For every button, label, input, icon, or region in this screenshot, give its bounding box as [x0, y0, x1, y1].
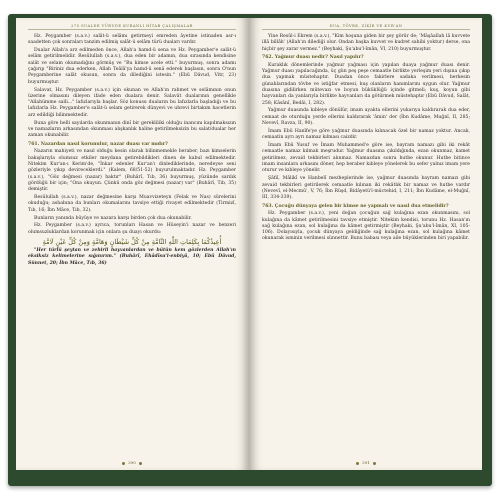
- paragraph: İmam Ebû Hanîfe'ye göre yağmur duasında kılınacak özel bir namaz yoktur. Ancak, cemaatin ayrı ayrı namaz kılması caizdir.: [262, 128, 470, 141]
- paragraph: Salavat, Hz. Peygamber (s.a.v.) için okunan ve Allah'ın rahmet ve selâmının onun üzerine olmasını dileyen ifade eden dualara denir. Salavât dualarının genellikle "Allahümme salli..." lafızlarıyla başlar. Söz konusu duaların bu lafızlarla başladığı ve bu lafızlarla Hz. Peygamber'e salât-ü selam getirerek dünyevi ve uhrevi birtakım hacetlerin arz edildiği bilinmektedir.: [28, 87, 236, 118]
- paragraph: Dualar Allah'a arz edilmeden önce, Allah'a hamd-ü sena ve Hz. Peygamber'e salât-ü selâm getirilmelidir. Resûlullah (s.a.v.), dua eden bir adamın, dua sırasında kendisine salât ve selam okumadığını görmüş ve "Bu kimse acele etti." buyurmuş, sonra adamı çağırıp "Biriniz dua ederken, Allah Teâlâ'ya hamd-ü senâ ederek başlasın, sonra O'nun Peygamberine salât okusun, sonra da dilediğini istesin." (Ebû Dâvud, Vitr, 23) buyurmuştur.: [28, 48, 236, 85]
- left-running-head: 275 SUALDE VÜRUDE KURANLI HİTAB ÇALIŞMALAR: [28, 24, 236, 30]
- left-page-number: [16, 460, 248, 465]
- paragraph: Hz. Peygamber (s.a.v.), yeni doğan çocuğun sağ kulağına ezan okunmasını, sol kulağına da kâmet getirilmesini tavsiye etmiştir. Nitekim kendisi, torunu Hz. Hasan'ın sağ kulağına ezan, sol kulağına da kâmet getirmiştir (Beyhaki, Şu'abu'l-îmân, XI, 105-106). Dolayısıyla, çocuk dünyaya geldiğinde sağ kulağına ezan, sol kulağına kâmet okunarak isminin verilmesi sünnettir. Bunu babası veya aile büyüklerinden biri yapabilir.: [262, 211, 470, 242]
- prayer-translation: "Her türlü şeytan ve zehirli hayvanlardan ve bütün kem gözlerden Allah'ın eksiksiz kelimelerine sığınırım." (Buhârî, Ehâdîsu'l-enbiyâ, 10; Ebû Dâvud, Sünnet, 20; İbn Mâce, Tıb, 36): [28, 248, 236, 266]
- paragraph: Resûlullah (s.a.v.), nazar değmesine karşı Muavvizeteyn (Felak ve Nas) sûrelerini okuduğu; ashabına da bunları okumalarını tavsiye ettiği rivayet edilmektedir (Tirmizî, Tıb, 16; İbn Mâce, Tıb, 32).: [28, 195, 236, 213]
- paragraph: Şâfiî, Mâlikî ve Hanbelî mezheplerinde ise, yağmur duasında bayram namazı gibi zevaid tekbirleri getirilerek cemaatle kılınan iki rekâtlık bir namaz ve hutbe vardır (Nevevî, el-Mecmû', V, 76; İbn Rüşd, Bidâyetü'l-müctehid, I, 211; İbn Kudâme, el-Muğnî, III, 334-339).: [262, 176, 470, 201]
- paragraph: Yağmur duasında kıbleye dönülür, imam ayakta ellerini yukarıya kaldırarak dua eder, cemaat de oturduğu yerde ellerini kaldırarak 'âmin' der (İbn Kudâme, Muğnî, II, 285; Nevevî, Ravza, II, 90).: [262, 108, 470, 127]
- paragraph: İmam Ebû Yusuf ve İmam Muhammed'e göre ise, bayram namazı gibi iki rekât cemaatle namaz kılmak meşrudur. Yağmur duasına çıkıldığında, ezan okunmaz, kamet getirilmez, zevaid tekbirleri alınmaz. Namazdan sonra hutbe okunur. Hutbe bitince imam insanlara arkasını döner, hep beraber kıbleye yönelerek bu sefer yalnız imam yere oturur ve kıbleye yönelir.: [262, 143, 470, 174]
- paragraph: Yine Resûl-i Ekrem (s.a.v.), "Kim hoşuna giden bir şey görür de; 'Mâşâallah lâ kuvvete illâ billâh' (Allah'ın dilediği olur. Ondan başka kuvvet ve kudret sahibi yoktur) derse, ona hiçbir şey zarar vermez." (Beyhaki, Şu'abu'l-îmân, VI, 210) buyurmuştur.: [262, 34, 470, 52]
- paragraph: Hz. Peygamber (s.a.v.) ayrıca, torunları Hasan ve Hüseyin'i nazar ve benzeri olumsuzluklardan korunmak için onlara şu duayı okurdu:: [28, 223, 236, 235]
- right-page-number: [250, 460, 482, 465]
- left-page: [16, 18, 248, 470]
- paragraph: Kuraklık dönemlerinde yağmur yağması için yapılan duaya yağmur duası denir. Yağmur duası yapılacağında, üç gün peş peşe cemaatle birlikte yerleşim yeri dışına çıkıp dua yapmak müstehaptır. Duadan önce fakirlere sadaka verilmesi, herkesin günahlarından tövbe ve istiğfar etmesi, kuş olanların hanımlarını uygun olur. Yağmur duasına gidilirken mütevazı ve boyun büküklüğü içinde gitmeli; kuş, koyun gibi hayvanları da yanlarıyla birlikte hayvanları da götürmek müstehaptır (Ebû Dâvud, Salât, 258; Kâsânî, Bedâi, I, 282).: [262, 62, 470, 106]
- ornament-dot: [356, 462, 359, 465]
- paragraph: Nazarın mahiyeti ve nasıl olduğu kesin olarak bilinmemekle beraber, bazı kimselerin bakışlarıyla olumsuz etkiler meydana getirebildikleri dinen de kabul edilmektedir. Nitekim Kur'an-ı Kerim'de, "İnkar edenler Kur'an'ı dinlediklerinde, neredeyse seni gözleriyle yıkıp devireceklerdi." (Kalem, 68/51-52) buyurulmaktadır. Hz. Peygamber (s.a.v.), "Göz değmesi (nazar) haktır" (Buhârî, Tıb, 36) buyurmuş, yüzünde sarılık gördüğü bir için; "Ona okuyun. Çünkü onda göz değmesi (nazar) var" (Buhârî, Tıb, 35) demiştir.: [28, 149, 236, 193]
- arabic-prayer: أُعِيذُكُمَا بِكَلِمَاتِ اللَّهِ التَّامَّةِ مِنْ كُلِّ شَيْطَانٍ وَهَامَّةٍ وَمِنْ كُلِّ عَيْنٍ لَامَّةٍ: [42, 238, 222, 247]
- paragraph: Hz. Peygamber (s.a.v.) salât-ü selâmı getirmeyi emreden âyetine istinaden asr-ı saadetten çok sonraları tanzim edilmiş salât-ü selâm türü duaları vardır.: [28, 34, 236, 46]
- ornament-dot: [373, 462, 376, 465]
- question-heading: 762. Yağmur duası nedir? Nasıl yapılır?: [262, 55, 364, 61]
- left-page-text: [28, 34, 236, 267]
- right-running-head: DUA, TÖVBE, ZİKİR VE KUR'AN: [262, 24, 470, 30]
- ornament-dot: [139, 462, 142, 465]
- paragraph: Buna göre belli sayılarda okunmanın dinî bir gerekliliki olduğu inancını kapılmaksızın ve namazların arkasından okunması alışkanlık haline getirilmeksizin bu salat/dualar her zaman okunabilir.: [28, 120, 236, 139]
- ornament-dot: [122, 462, 125, 465]
- question-heading: 763. Çocuğu dünyaya gelen bir kimse ne yapmalı ve nasıl dua etmelidir?: [262, 203, 449, 209]
- right-page-text: [262, 34, 470, 243]
- page-number-text: 390: [128, 460, 136, 465]
- question-heading: 761. Nazardan nasıl korunulur, nazar duası var mıdır?: [28, 142, 168, 148]
- page-number-text: 391: [362, 460, 370, 465]
- paragraph: Bunların yanında büyüye ve nazara karşı birden çok dua okunabilir.: [34, 215, 192, 221]
- right-page: [250, 18, 482, 470]
